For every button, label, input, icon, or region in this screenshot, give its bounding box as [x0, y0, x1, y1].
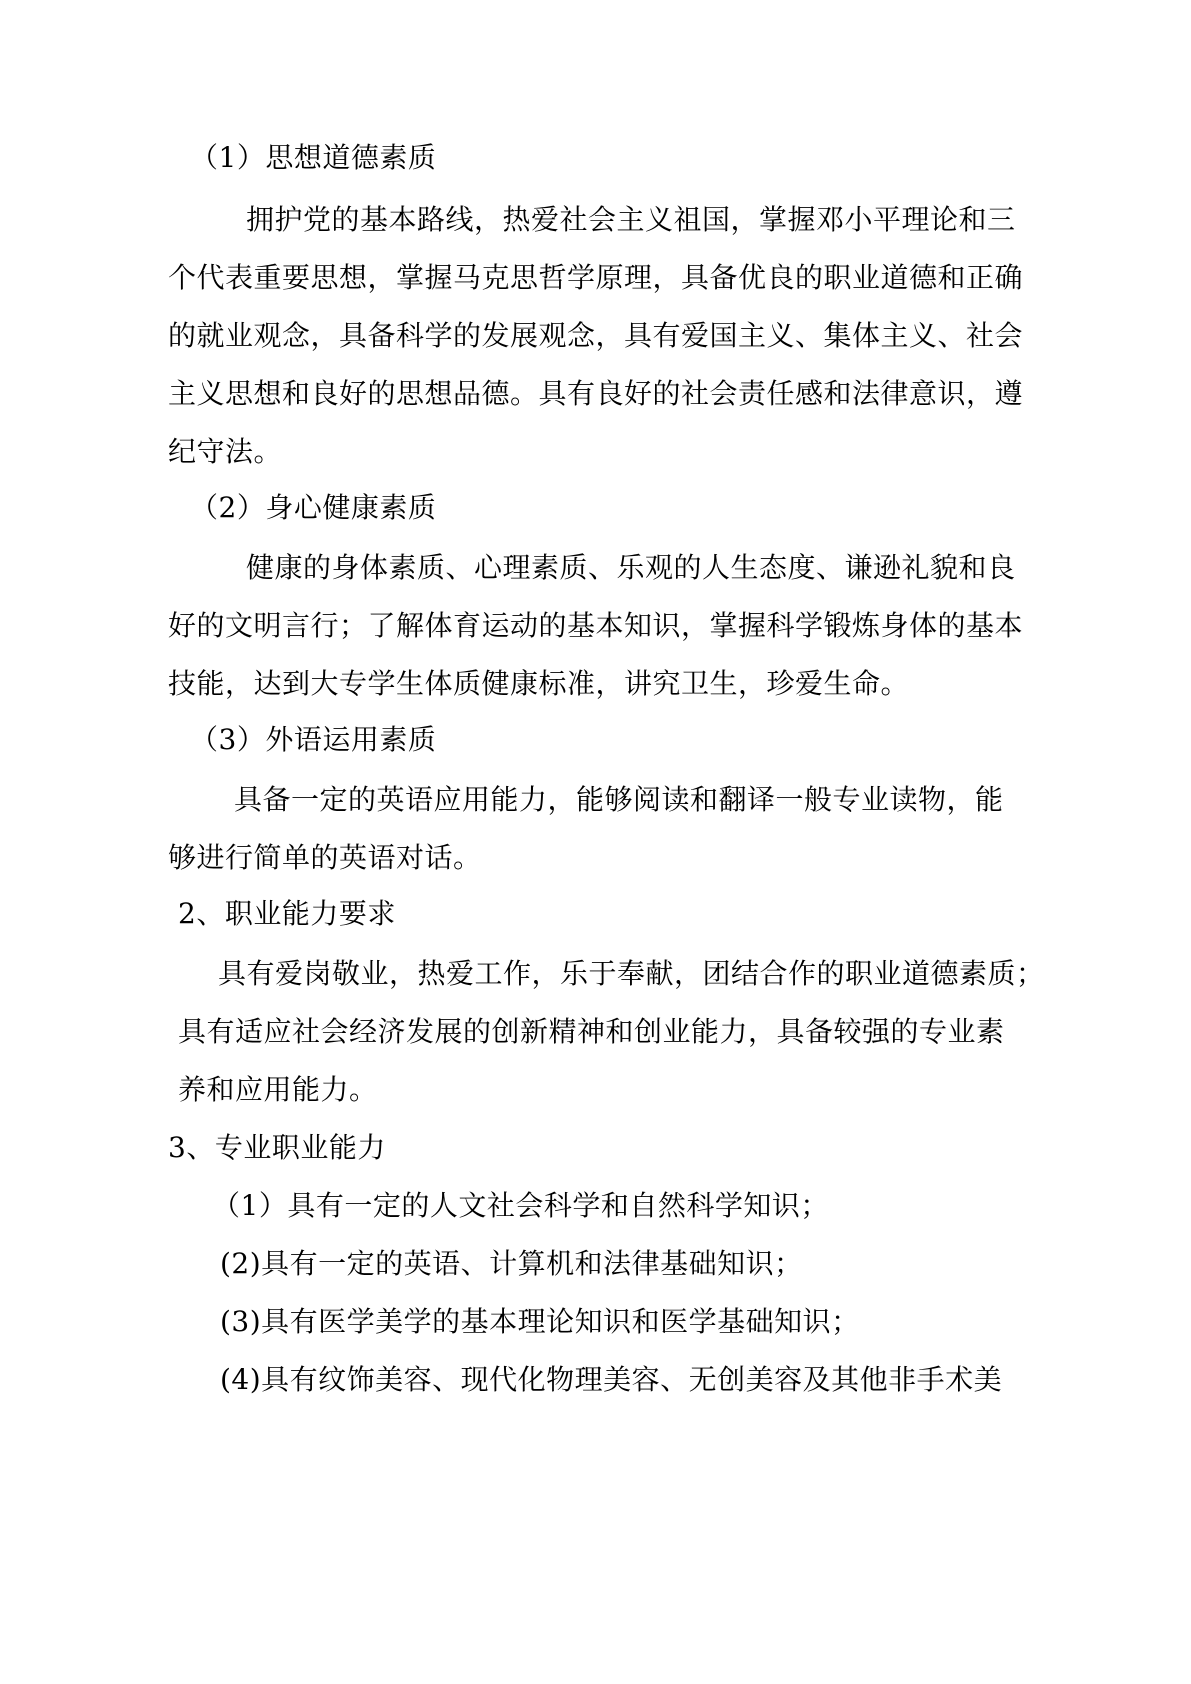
paragraph-line: 个代表重要思想，掌握马克思哲学原理，具备优良的职业道德和正确	[168, 261, 1024, 294]
list-item: (4)具有纹饰美容、现代化物理美容、无创美容及其他非手术美	[220, 1363, 1003, 1396]
paragraph-line: 具有适应社会经济发展的创新精神和创业能力，具备较强的专业素	[178, 1015, 1005, 1048]
subheading-moral-quality: （1）思想道德素质	[190, 141, 437, 174]
list-item: (3)具有医学美学的基本理论知识和医学基础知识；	[220, 1305, 860, 1338]
paragraph-line: 拥护党的基本路线，热爱社会主义祖国，掌握邓小平理论和三	[246, 203, 1016, 236]
list-item: (2)具有一定的英语、计算机和法律基础知识；	[220, 1247, 803, 1280]
paragraph-line: 的就业观念，具备科学的发展观念，具有爱国主义、集体主义、社会	[168, 319, 1024, 352]
paragraph-line: 主义思想和良好的思想品德。具有良好的社会责任感和法律意识，遵	[168, 377, 1024, 410]
paragraph-line: 技能，达到大专学生体质健康标准，讲究卫生，珍爱生命。	[168, 667, 910, 700]
section-heading-career-ability: 2、职业能力要求	[178, 897, 396, 930]
subheading-language-quality: （3）外语运用素质	[190, 723, 437, 756]
subheading-health-quality: （2）身心健康素质	[190, 491, 437, 524]
paragraph-line: 好的文明言行；了解体育运动的基本知识，掌握科学锻炼身体的基本	[168, 609, 1024, 642]
paragraph-line: 健康的身体素质、心理素质、乐观的人生态度、谦逊礼貌和良	[246, 551, 1016, 584]
section-heading-professional-ability: 3、专业职业能力	[168, 1131, 386, 1164]
paragraph-line: 养和应用能力。	[178, 1073, 378, 1106]
paragraph-line: 具备一定的英语应用能力，能够阅读和翻译一般专业读物，能	[234, 783, 1004, 816]
paragraph-line: 具有爱岗敬业，热爱工作，乐于奉献，团结合作的职业道德素质；	[218, 957, 1045, 990]
list-item: （1）具有一定的人文社会科学和自然科学知识；	[212, 1189, 829, 1222]
paragraph-line: 够进行简单的英语对话。	[168, 841, 482, 874]
paragraph-line: 纪守法。	[168, 435, 283, 468]
